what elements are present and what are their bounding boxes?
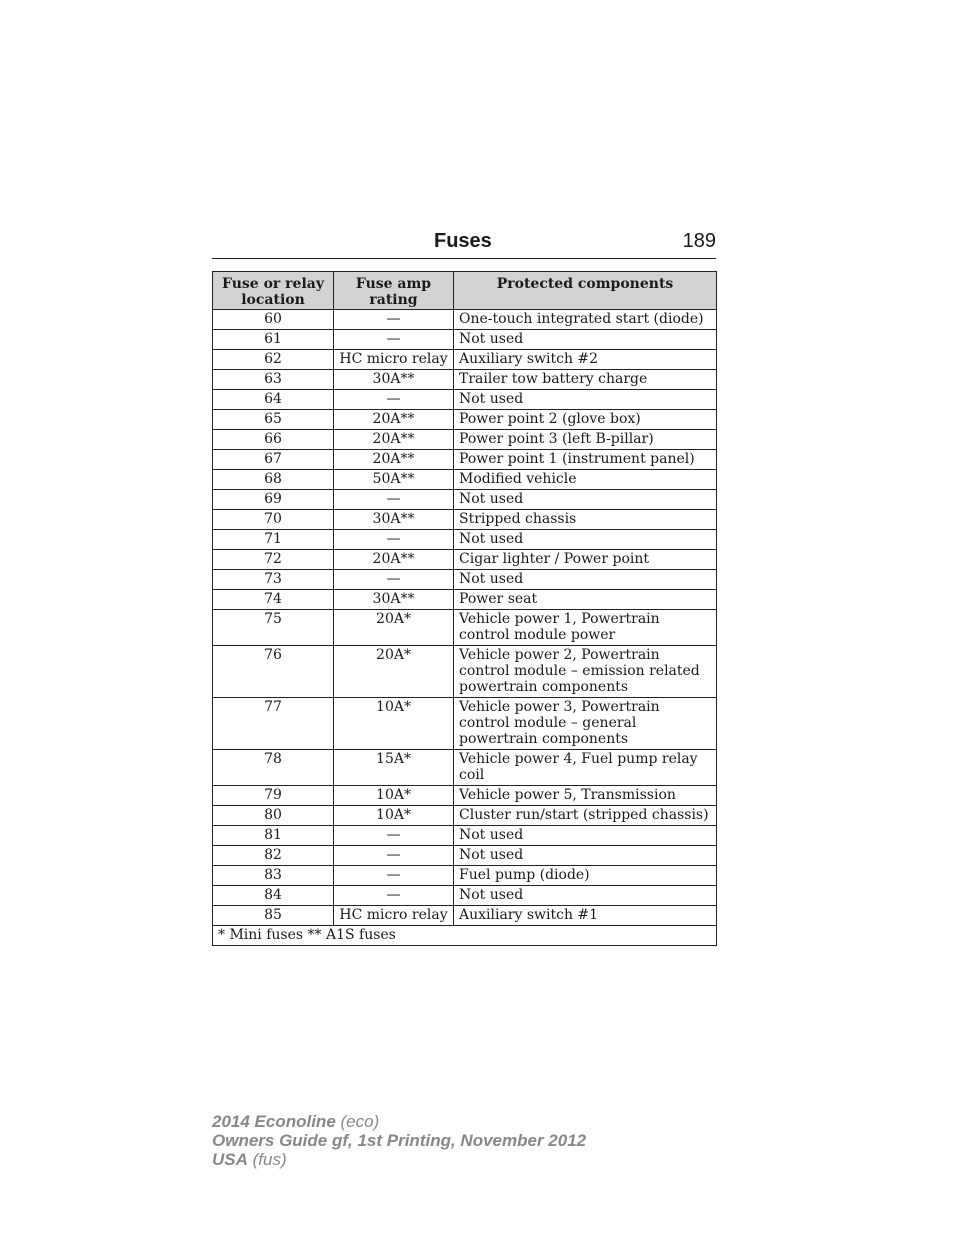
page-header [212, 226, 716, 259]
protected-components-cell: Not used [454, 570, 717, 590]
fuse-rating-cell: 50A** [334, 470, 454, 490]
fuse-rating-cell: — [334, 826, 454, 846]
table-row [213, 786, 717, 806]
table-row [213, 698, 717, 750]
protected-components-cell: Vehicle power 4, Fuel pump relay coil [454, 750, 717, 786]
table-body [213, 310, 717, 926]
table-note-row [213, 926, 717, 946]
fuse-rating-cell: 20A** [334, 410, 454, 430]
fuse-rating-cell: — [334, 846, 454, 866]
table-row [213, 370, 717, 390]
fuse-location-cell: 85 [213, 906, 334, 926]
page-number: 189 [682, 230, 716, 252]
table-row [213, 550, 717, 570]
protected-components-cell: Vehicle power 2, Powertrain control module – emission related powertrain components [454, 646, 717, 698]
table-row [213, 410, 717, 430]
fuse-location-cell: 71 [213, 530, 334, 550]
fuse-rating-cell: — [334, 310, 454, 330]
footer-market-code: (fus) [247, 1150, 287, 1169]
fuse-rating-cell: — [334, 330, 454, 350]
fuse-table [212, 271, 717, 946]
fuse-rating-cell: 20A* [334, 610, 454, 646]
fuse-location-cell: 77 [213, 698, 334, 750]
fuse-rating-cell: 30A** [334, 590, 454, 610]
fuse-rating-cell: 20A** [334, 550, 454, 570]
fuse-location-cell: 66 [213, 430, 334, 450]
table-row [213, 310, 717, 330]
protected-components-cell: Power point 1 (instrument panel) [454, 450, 717, 470]
protected-components-cell: Not used [454, 490, 717, 510]
table-row [213, 646, 717, 698]
protected-components-cell: Vehicle power 5, Transmission [454, 786, 717, 806]
fuse-location-cell: 78 [213, 750, 334, 786]
table-row [213, 510, 717, 530]
protected-components-cell: Cluster run/start (stripped chassis) [454, 806, 717, 826]
fuse-location-cell: 63 [213, 370, 334, 390]
fuse-location-cell: 62 [213, 350, 334, 370]
fuse-rating-cell: — [334, 866, 454, 886]
fuse-rating-cell: 20A* [334, 646, 454, 698]
protected-components-cell: Vehicle power 3, Powertrain control module – general powertrain components [454, 698, 717, 750]
protected-components-cell: Not used [454, 846, 717, 866]
fuse-rating-cell: HC micro relay [334, 906, 454, 926]
fuse-location-cell: 72 [213, 550, 334, 570]
protected-components-cell: Not used [454, 390, 717, 410]
footer-market: USA [212, 1150, 248, 1169]
protected-components-cell: Modified vehicle [454, 470, 717, 490]
fuse-location-cell: 69 [213, 490, 334, 510]
fuse-location-cell: 79 [213, 786, 334, 806]
table-row [213, 570, 717, 590]
footer-model-code: (eco) [335, 1112, 380, 1131]
table-row [213, 826, 717, 846]
footer-model: 2014 Econoline [212, 1112, 336, 1131]
table-row [213, 806, 717, 826]
protected-components-cell: Stripped chassis [454, 510, 717, 530]
protected-components-cell: Not used [454, 330, 717, 350]
fuse-location-cell: 73 [213, 570, 334, 590]
fuse-rating-cell: 20A** [334, 450, 454, 470]
protected-components-cell: Fuel pump (diode) [454, 866, 717, 886]
protected-components-cell: Power seat [454, 590, 717, 610]
fuse-location-cell: 75 [213, 610, 334, 646]
protected-components-cell: Vehicle power 1, Powertrain control module power [454, 610, 717, 646]
fuse-rating-cell: — [334, 570, 454, 590]
table-row [213, 590, 717, 610]
fuse-rating-cell: — [334, 886, 454, 906]
fuse-rating-cell: 10A* [334, 786, 454, 806]
fuse-rating-cell: 30A** [334, 510, 454, 530]
fuse-rating-cell: 10A* [334, 698, 454, 750]
footer-line-1 [212, 1112, 586, 1131]
protected-components-cell: Auxiliary switch #1 [454, 906, 717, 926]
table-row [213, 906, 717, 926]
protected-components-cell: Not used [454, 530, 717, 550]
fuse-location-cell: 84 [213, 886, 334, 906]
table-row [213, 886, 717, 906]
fuse-location-cell: 64 [213, 390, 334, 410]
table-header-row [213, 272, 717, 310]
fuse-location-cell: 61 [213, 330, 334, 350]
protected-components-cell: Not used [454, 886, 717, 906]
protected-components-cell: One-touch integrated start (diode) [454, 310, 717, 330]
fuse-rating-cell: — [334, 390, 454, 410]
protected-components-cell: Trailer tow battery charge [454, 370, 717, 390]
table-row [213, 490, 717, 510]
column-header-components: Protected components [454, 272, 717, 310]
table-row [213, 846, 717, 866]
fuse-rating-cell: 30A** [334, 370, 454, 390]
document-footer [212, 1112, 586, 1169]
table-row [213, 610, 717, 646]
footer-edition: Owners Guide gf, 1st Printing, November 2012 [212, 1131, 587, 1150]
footer-line-2 [212, 1131, 586, 1150]
protected-components-cell: Cigar lighter / Power point [454, 550, 717, 570]
table-row [213, 390, 717, 410]
column-header-rating: Fuse amp rating [334, 272, 454, 310]
fuse-rating-cell: 20A** [334, 430, 454, 450]
table-note: * Mini fuses ** A1S fuses [213, 926, 717, 946]
fuse-location-cell: 65 [213, 410, 334, 430]
protected-components-cell: Auxiliary switch #2 [454, 350, 717, 370]
table-row [213, 330, 717, 350]
fuse-location-cell: 74 [213, 590, 334, 610]
column-header-location: Fuse or relay location [213, 272, 334, 310]
fuse-location-cell: 68 [213, 470, 334, 490]
protected-components-cell: Not used [454, 826, 717, 846]
table-row [213, 530, 717, 550]
fuse-location-cell: 83 [213, 866, 334, 886]
fuse-rating-cell: — [334, 490, 454, 510]
fuse-location-cell: 67 [213, 450, 334, 470]
protected-components-cell: Power point 3 (left B-pillar) [454, 430, 717, 450]
section-title: Fuses [434, 230, 492, 252]
fuse-location-cell: 60 [213, 310, 334, 330]
table-row [213, 450, 717, 470]
table-row [213, 866, 717, 886]
footer-line-3 [212, 1150, 586, 1169]
fuse-location-cell: 81 [213, 826, 334, 846]
fuse-rating-cell: — [334, 530, 454, 550]
table-row [213, 350, 717, 370]
table-row [213, 470, 717, 490]
fuse-location-cell: 76 [213, 646, 334, 698]
fuse-location-cell: 70 [213, 510, 334, 530]
fuse-rating-cell: 15A* [334, 750, 454, 786]
fuse-rating-cell: 10A* [334, 806, 454, 826]
fuse-location-cell: 82 [213, 846, 334, 866]
protected-components-cell: Power point 2 (glove box) [454, 410, 717, 430]
fuse-location-cell: 80 [213, 806, 334, 826]
table-row [213, 430, 717, 450]
fuse-rating-cell: HC micro relay [334, 350, 454, 370]
table-row [213, 750, 717, 786]
